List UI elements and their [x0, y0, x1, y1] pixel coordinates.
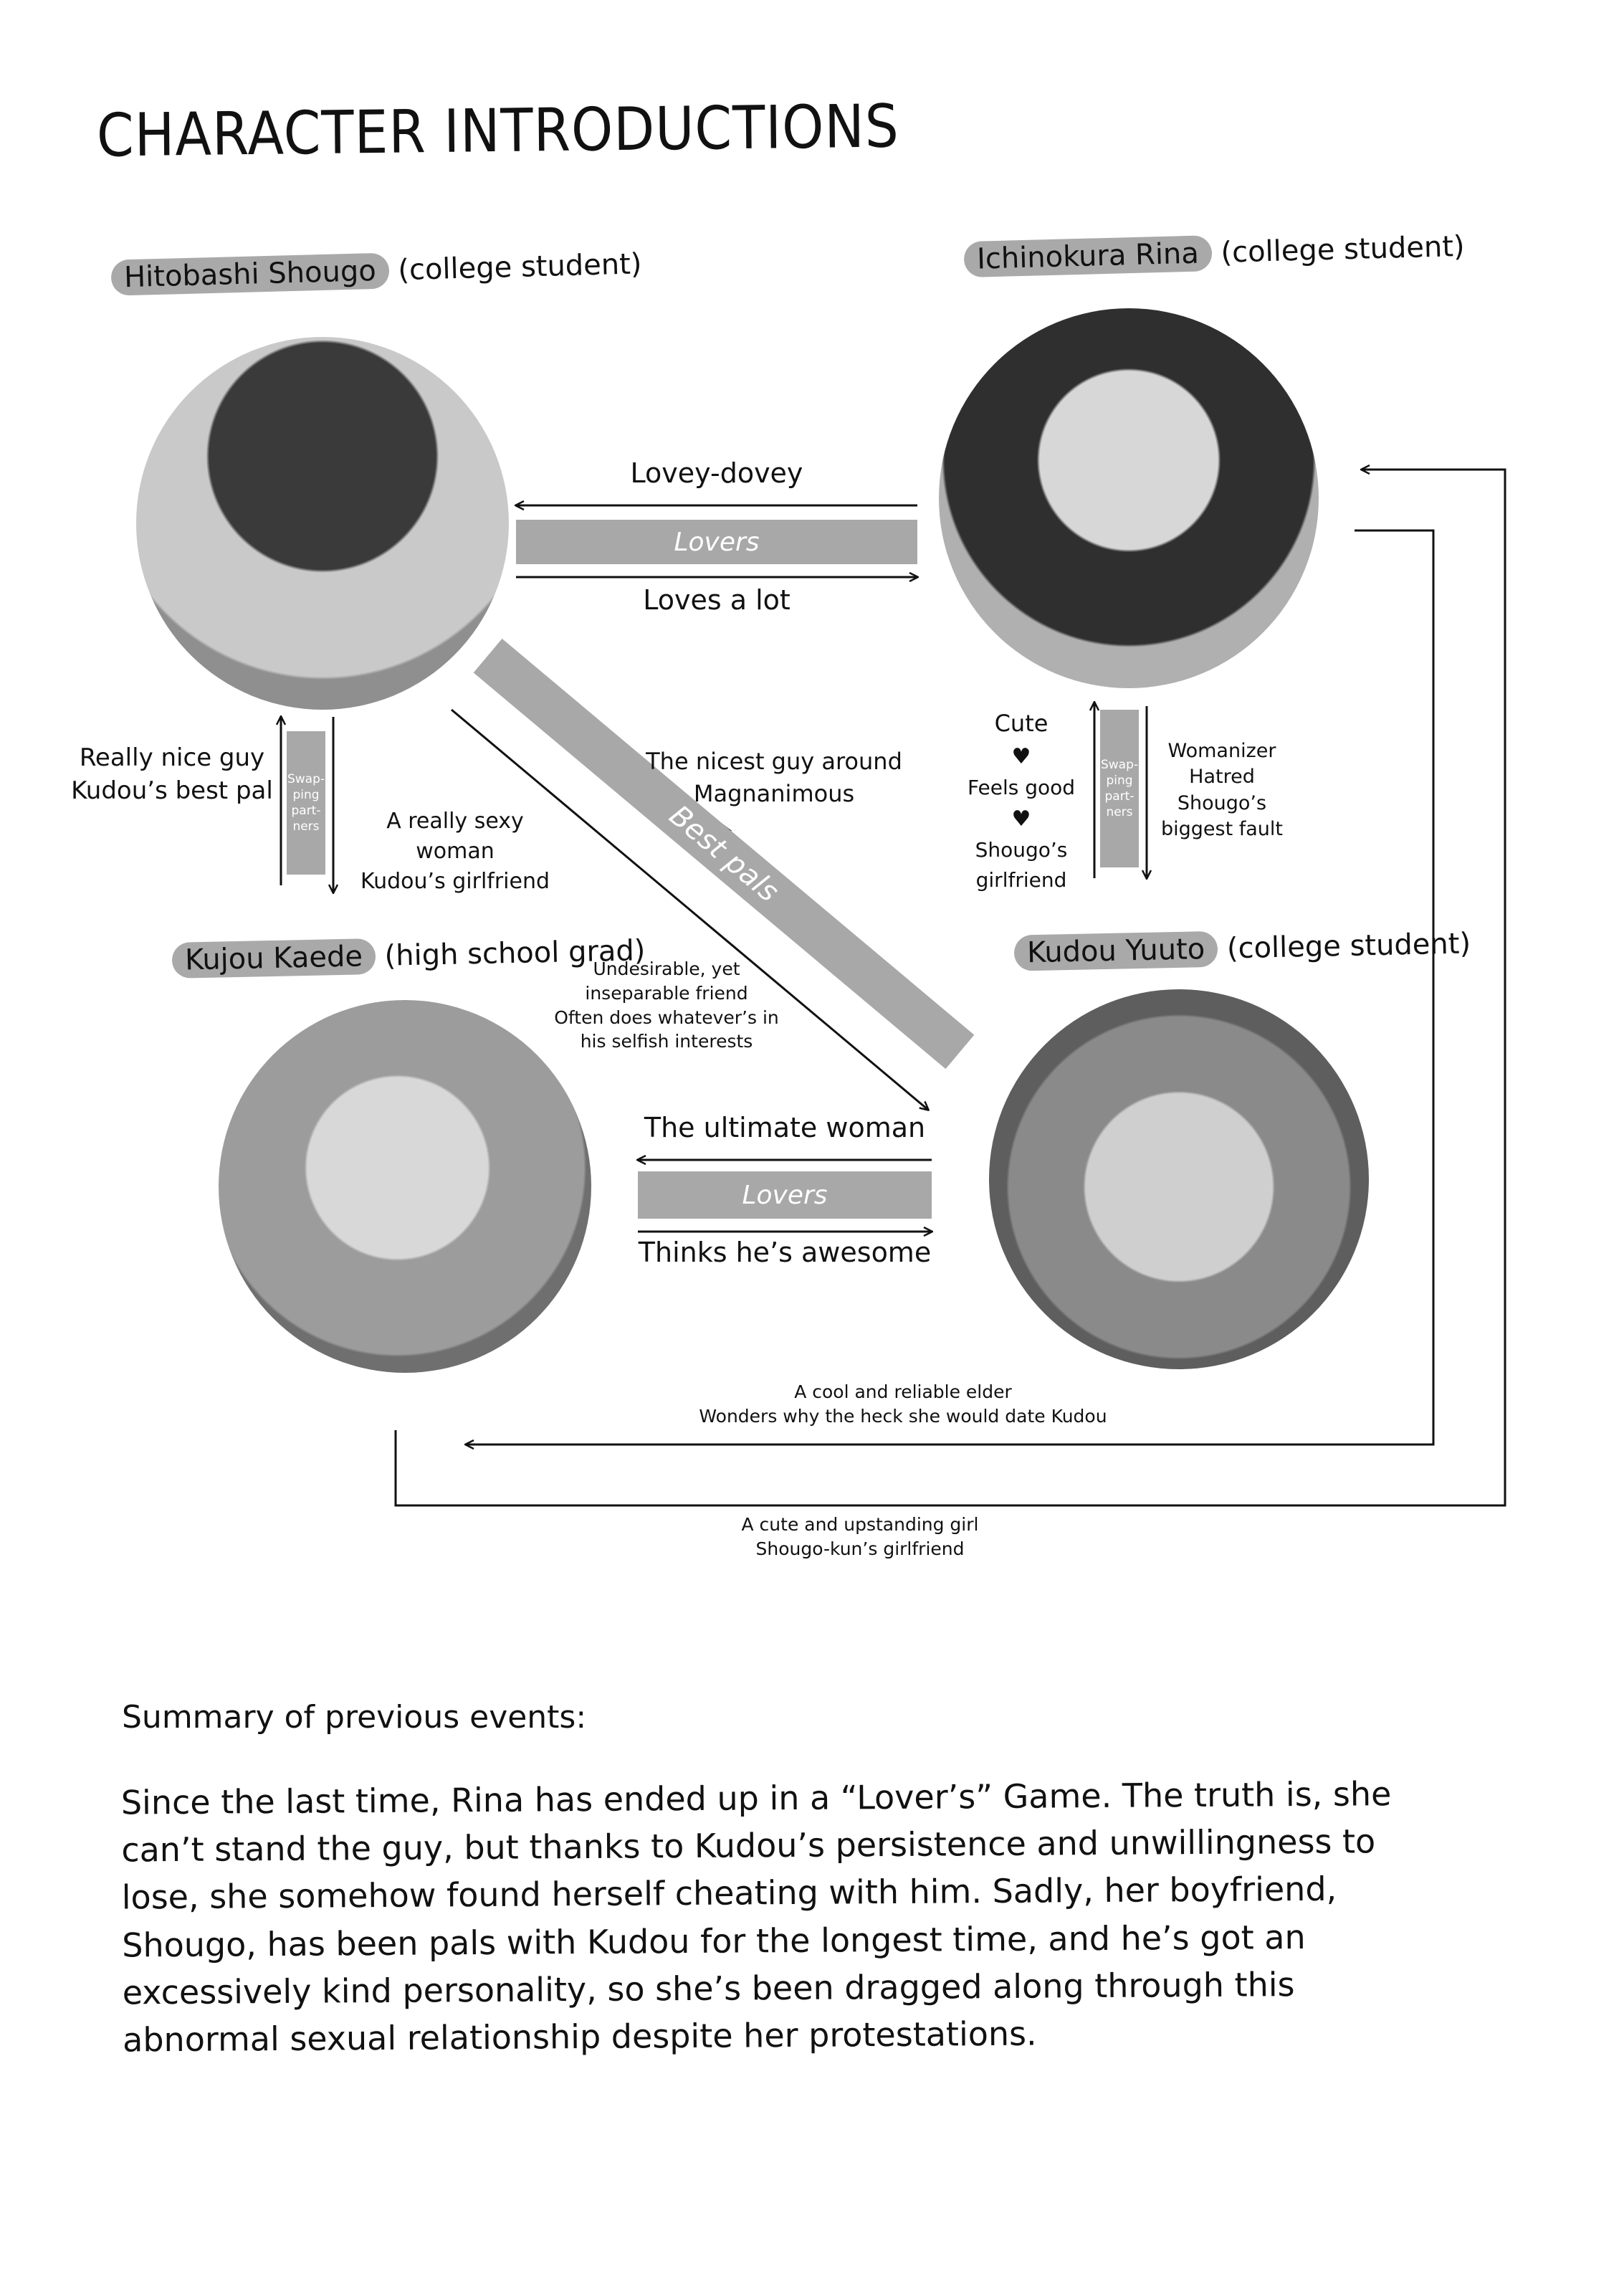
label-line: A really sexy woman — [386, 809, 524, 864]
label-line: Feels good — [967, 776, 1076, 799]
band-swapping-left — [287, 731, 325, 875]
label-line: Really nice guy — [79, 743, 265, 772]
label-line: girlfriend — [975, 868, 1067, 892]
label-line: his selfish interests — [580, 1031, 753, 1052]
label-line: biggest fault — [1160, 818, 1283, 841]
heart-icon: ♥ — [1011, 744, 1031, 769]
label-line: inseparable friend — [585, 982, 748, 1004]
summary-body: Since the last time, Rina has ended up in a “Lover’s” Game. The truth is, she can’t stand the guy, but thanks to Kudou’s persistence and unwillingness to lose, she somehow found herself cheating with him. Sadly, her boyfriend, Shougo, has been pals with Kudou for the longest time, and he’s got an excessively kind personality, so she’s been dragged along through this abnormal sexual relationship despite her protestations. — [120, 1774, 1392, 2060]
label-line: A cool and reliable elder — [794, 1381, 1012, 1402]
label-line: Womanizer — [1167, 740, 1276, 762]
label-yuuto-to-kaede: The ultimate woman — [644, 1112, 926, 1143]
band-line: Swap- — [1100, 757, 1139, 772]
label-line: Undesirable, yet — [593, 958, 740, 979]
band-line: ping — [1106, 773, 1133, 788]
role-rina: (college student) — [1220, 229, 1466, 270]
label-shougo-to-rina: Loves a lot — [643, 584, 790, 616]
band-lovers-kaede-yuuto: Lovers — [638, 1171, 932, 1219]
name-shougo-highlight: Hitobashi Shougo — [110, 253, 389, 296]
name-kaede-highlight: Kujou Kaede — [172, 938, 376, 979]
name-yuuto-highlight: Kudou Yuuto — [1014, 931, 1218, 971]
label-line: Wonders why the heck she would date Kudou — [699, 1405, 1107, 1427]
role-yuuto: (college student) — [1226, 927, 1471, 966]
label-rina-to-kaede — [631, 1380, 1175, 1429]
band-best-pals: Best pals — [474, 639, 975, 1069]
label-line: A cute and upstanding girl — [741, 1514, 979, 1535]
band-lovers-shougo-rina: Lovers — [516, 520, 917, 564]
band-line: ners — [292, 819, 320, 834]
band-swapping-right — [1100, 710, 1139, 867]
band-line: part- — [291, 804, 321, 818]
label-line: Shougo’s — [1177, 791, 1267, 814]
label-line: Often does whatever’s in — [554, 1006, 779, 1028]
band-line: Swap- — [287, 771, 325, 786]
page-title: CHARACTER INTRODUCTIONS — [96, 92, 900, 171]
label-line: Hatred — [1189, 766, 1255, 789]
label-kaede-to-shougo — [68, 742, 276, 808]
label-yuuto-to-shougo — [645, 746, 903, 810]
label-line: Shougo-kun’s girlfriend — [755, 1538, 965, 1559]
label-line: Magnanimous — [693, 779, 855, 807]
summary-heading: Summary of previous events: — [122, 1699, 587, 1736]
band-line: ners — [1106, 805, 1133, 820]
label-yuuto-to-rina — [960, 706, 1082, 895]
label-shougo-to-yuuto — [545, 957, 788, 1054]
label-rina-to-shougo: Lovey-dovey — [630, 457, 803, 489]
label-line: The nicest guy around — [646, 748, 902, 775]
label-shougo-to-kaede — [344, 806, 566, 897]
label-rina-to-yuuto — [1154, 738, 1290, 843]
label-line: Kudou’s best pal — [71, 776, 273, 805]
portrait-yuuto — [989, 989, 1369, 1369]
label-kaede-to-yuuto: Thinks he’s awesome — [638, 1237, 932, 1268]
band-line: part- — [1104, 789, 1135, 804]
label-kaede-to-rina — [645, 1513, 1075, 1561]
role-kaede: (high school grad) — [384, 934, 646, 973]
role-shougo: (college student) — [397, 247, 643, 287]
portrait-rina — [939, 308, 1319, 688]
portrait-kaede — [219, 1000, 591, 1373]
band-line: ping — [292, 787, 320, 802]
label-line: Cute — [994, 710, 1049, 737]
label-line: Shougo’s — [975, 838, 1068, 862]
name-rina-highlight: Ichinokura Rina — [963, 235, 1212, 277]
label-line: Kudou’s girlfriend — [360, 869, 550, 894]
portrait-shougo — [136, 337, 509, 710]
heart-icon: ♥ — [1011, 806, 1031, 832]
